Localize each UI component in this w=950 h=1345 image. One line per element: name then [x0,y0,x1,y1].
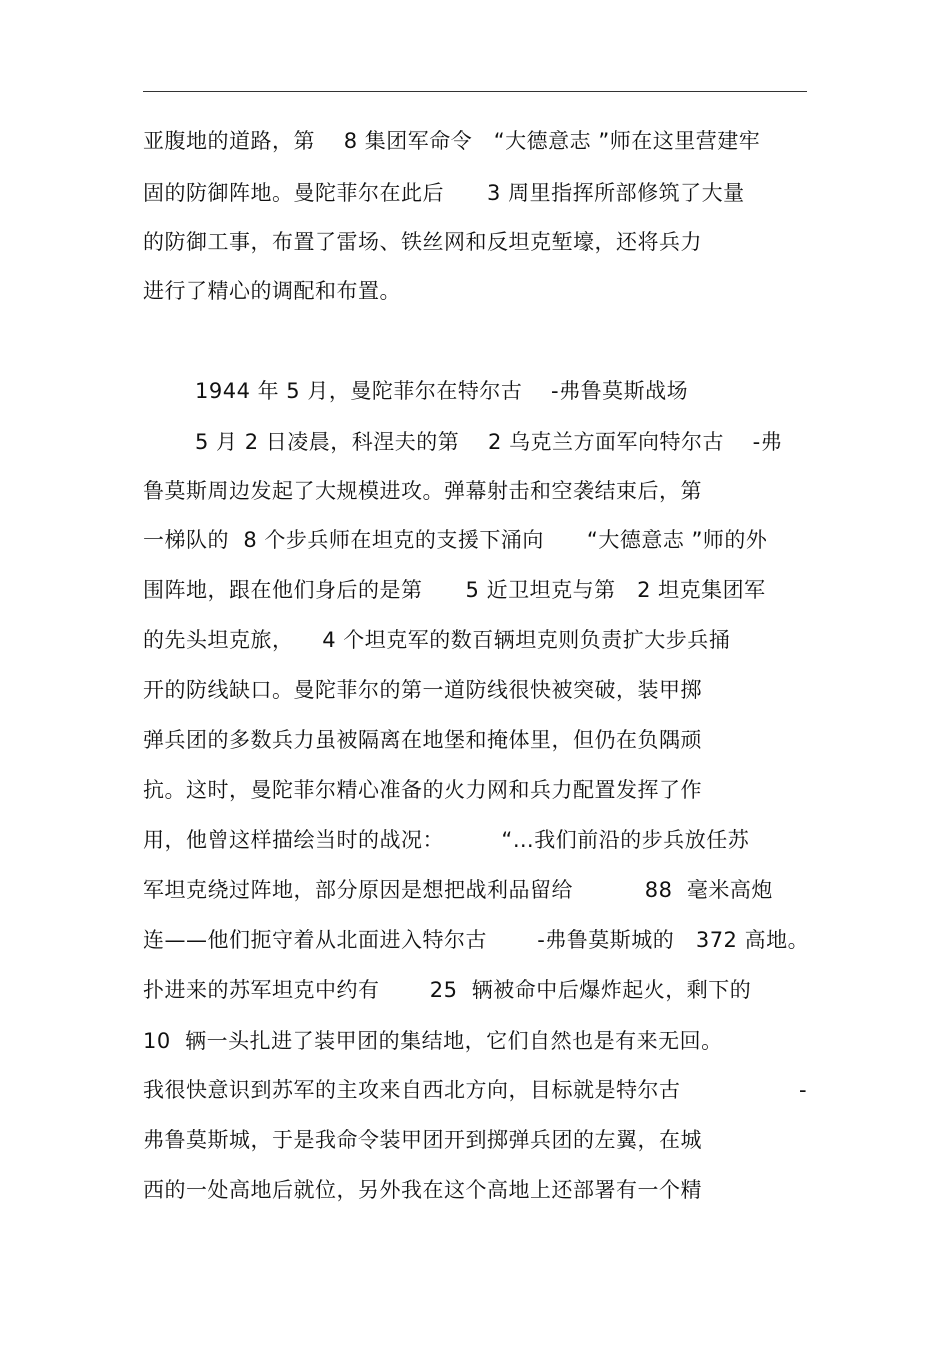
text-line: 进行了精心的调配和布置。 [143,279,401,303]
text-line: 5 月 2 日凌晨，科涅夫的第 2 乌克兰方面军向特尔古 -弗 [195,430,783,454]
text-line: 一梯队的 8 个步兵师在坦克的支援下涌向 “大德意志 ”师的外 [143,528,768,552]
text-line: 开的防线缺口。曼陀菲尔的第一道防线很快被突破，装甲掷 [143,678,702,702]
text-line: 的先头坦克旅， 4 个坦克军的数百辆坦克则负责扩大步兵捅 [143,628,731,652]
text-line: 固的防御阵地。曼陀菲尔在此后 3 周里指挥所部修筑了大量 [143,181,745,205]
text-line: 弹兵团的多数兵力虽被隔离在地堡和掩体里，但仍在负隅顽 [143,728,702,752]
text-line: 亚腹地的道路，第 8 集团军命令 “大德意志 ”师在这里营建牢 [143,129,761,153]
text-line: 的防御工事，布置了雷场、铁丝网和反坦克堑壕，还将兵力 [143,230,702,254]
text-line: 军坦克绕过阵地，部分原因是想把战利品留给 88 毫米高炮 [143,878,773,902]
text-line: 10 辆一头扎进了装甲团的集结地，它们自然也是有来无回。 [143,1029,723,1053]
text-line: 鲁莫斯周边发起了大规模进攻。弹幕射击和空袭结束后，第 [143,479,702,503]
text-line: 西的一处高地后就位，另外我在这个高地上还部署有一个精 [143,1178,702,1202]
text-line: 用，他曾这样描绘当时的战况： “…我们前沿的步兵放任苏 [143,828,750,852]
text-line: 围阵地，跟在他们身后的是第 5 近卫坦克与第 2 坦克集团军 [143,578,766,602]
text-line: 抗。这时，曼陀菲尔精心准备的火力网和兵力配置发挥了作 [143,778,702,802]
text-line: 扑进来的苏军坦克中约有 25 辆被命中后爆炸起火，剩下的 [143,978,752,1002]
section-heading: 1944 年 5 月，曼陀菲尔在特尔古 -弗鲁莫斯战场 [195,379,689,403]
text-line: 连——他们扼守着从北面进入特尔古 -弗鲁莫斯城的 372 高地。 [143,928,810,952]
text-line-trailing-dash: - [799,1078,808,1102]
text-line: 弗鲁莫斯城，于是我命令装甲团开到掷弹兵团的左翼，在城 [143,1128,702,1152]
text-line: 我很快意识到苏军的主攻来自西北方向，目标就是特尔古 [143,1078,681,1102]
header-rule [143,91,807,92]
